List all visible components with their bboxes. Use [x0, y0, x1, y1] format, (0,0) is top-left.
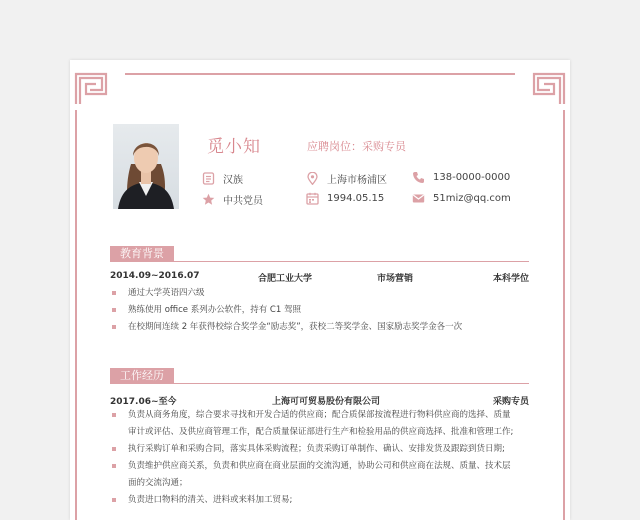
- corner-ornament-left-icon: [74, 72, 108, 106]
- info-birthday: [306, 192, 384, 205]
- education-item: 通过大学英语四六级: [112, 285, 530, 302]
- corner-ornament-right-icon: [532, 72, 566, 106]
- education-divider: [110, 261, 529, 262]
- phone-icon: [412, 171, 425, 184]
- frame-top-border: [125, 73, 515, 75]
- frame-right-border: [563, 110, 565, 520]
- education-period: 2014.09~2016.07: [110, 271, 200, 281]
- birthday-value: 1994.05.15: [327, 193, 385, 204]
- work-company: 上海可可贸易股份有限公司: [272, 397, 381, 407]
- candidate-name: 觅小知: [207, 137, 261, 157]
- info-ethnicity: [202, 171, 243, 186]
- work-period: 2017.06~至今: [110, 397, 177, 407]
- frame-left-border: [75, 110, 77, 520]
- info-location: [306, 171, 387, 186]
- profile-photo: [113, 124, 179, 209]
- education-item: 在校期间连续 2 年获得校综合奖学金“励志奖”，获校二等奖学金、国家励志奖学金各一次: [112, 319, 530, 336]
- phone-value: 138-0000-0000: [433, 172, 511, 183]
- education-item: 熟练使用 office 系列办公软件，持有 C1 驾照: [112, 302, 530, 319]
- education-major: 市场营销: [377, 274, 414, 284]
- education-school: 合肥工业大学: [258, 274, 313, 284]
- location-value: 上海市杨浦区: [327, 175, 387, 186]
- resume-page: [70, 60, 570, 520]
- target-position: 应聘岗位：采购专员: [307, 140, 406, 153]
- work-item: 负责进口物料的清关、进料或来料加工贸易;: [112, 492, 530, 509]
- work-item: 执行采购订单和采购合同，落实具体采购流程；负责采购订单制作、确认、安排发货及跟踪到货日期;: [112, 441, 530, 458]
- work-divider: [110, 383, 529, 384]
- work-role: 采购专员: [492, 397, 529, 407]
- info-phone: [412, 171, 510, 184]
- work-item-continued: 面的交流沟通；: [128, 478, 188, 488]
- education-degree: 本科学位: [492, 274, 529, 284]
- work-section-title: 工作经历: [110, 368, 174, 384]
- calendar-icon: [306, 192, 319, 205]
- education-section-title: 教育背景: [110, 246, 174, 262]
- party-value: 中共党员: [223, 196, 263, 207]
- work-item: 负责维护供应商关系，负责和供应商在商业层面的交流沟通，协助公司和供应商在法规、质量、技术层: [112, 458, 530, 475]
- id-card-icon: [202, 172, 215, 185]
- info-party: [202, 192, 263, 207]
- email-value: 51miz@qq.com: [433, 193, 511, 204]
- star-icon: [202, 193, 215, 206]
- info-email: [412, 192, 511, 205]
- ethnicity-value: 汉族: [223, 175, 243, 186]
- work-item-continued: 审计或评估、及供应商管理工作，配合质量保证部进行生产和检验用品的供应商选择、批准和管理工作;: [128, 427, 514, 437]
- mail-icon: [412, 192, 425, 205]
- work-item: 负责从商务角度，综合要求寻找和开发合适的供应商；配合质保部按流程进行物料供应商的选择、质量: [112, 407, 530, 424]
- location-pin-icon: [306, 172, 319, 185]
